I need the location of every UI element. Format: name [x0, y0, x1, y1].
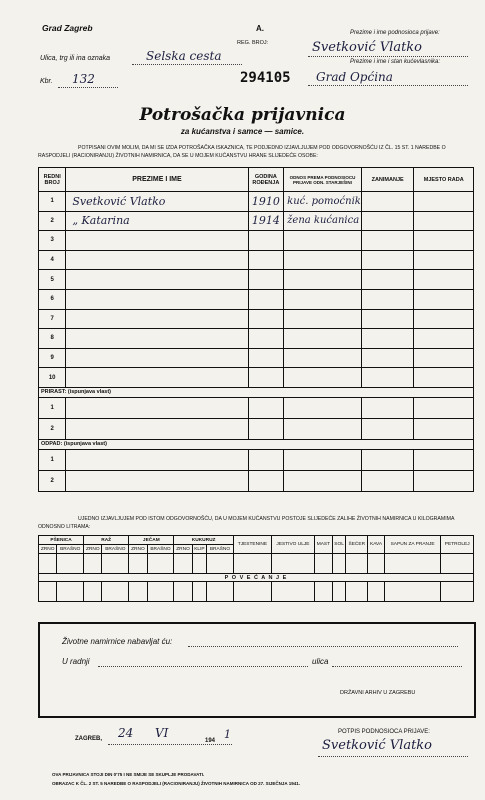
supply-line: [188, 646, 458, 647]
submitter-name-label: Prezime i ime podnosioca prijave:: [350, 30, 440, 36]
row-relation: kuć. pomoćnik: [284, 192, 362, 212]
signature-label: POTPIS PODNOSIOCA PRIJAVE:: [338, 729, 430, 735]
stock-statement: UJEDNO IZJAVLJUJEM POD ISTOM ODGOVORNOŠĆU, DA U MOJEM KUĆANSTVU POSTOJE SLIJEDEĆE ZALIHE ŽIVOTNIH NAMIRNICA U KILOGRAMIMA ODNOSNO LITRAMA:: [38, 516, 455, 530]
food-group-rye: RAŽ: [84, 536, 129, 545]
food-value-cell: [346, 554, 368, 574]
row-number: 9: [39, 348, 66, 368]
row-number: 7: [39, 309, 66, 329]
table-row: [39, 309, 474, 329]
street-value: Selska cesta: [146, 49, 222, 63]
blank-cell: [66, 470, 248, 491]
food-subheader: ZRNO: [129, 545, 147, 554]
food-increase-row: [39, 582, 474, 602]
food-value-cell: [346, 582, 368, 602]
house-number-label: Kbr.: [40, 78, 53, 85]
row-birth-year: [248, 270, 284, 290]
odpad-row: [39, 449, 474, 470]
table-row: [39, 270, 474, 290]
regulation-note: OBRAZAC K ČL. 2 ST. 5 NAREDBE O RASPODJELI (RACIONIRANJU) ŽIVOTNIH NAMIRNICA OD 27. SIJEČNJA 1941.: [52, 781, 300, 786]
row-name: [66, 289, 248, 309]
row-occupation: [361, 192, 414, 212]
food-group-corn: KUKURUZ: [174, 536, 233, 545]
row-workplace: [414, 211, 474, 231]
blank-cell: [361, 449, 414, 470]
table-row: [39, 192, 474, 212]
price-note: OVA PRIJAVNICA STOJI DIN 0'75 I NE SMIJE SE SKUPLJE PRODAVATI.: [52, 772, 205, 777]
food-value-cell: [384, 554, 441, 574]
odpad-header-row: [39, 439, 474, 449]
food-stock-table: [38, 535, 474, 602]
row-occupation: [361, 250, 414, 270]
row-workplace: [414, 289, 474, 309]
city-heading: Grad Zagreb: [42, 23, 93, 33]
owner-label: Prezime i ime i stan kućevlasnika:: [350, 59, 441, 65]
form-subtitle: za kućanstva i samce — samice.: [180, 127, 305, 136]
form-letter: A.: [256, 24, 264, 33]
box-street-label: ulica: [312, 657, 329, 666]
row-number: 2: [39, 418, 66, 439]
prirast-header-row: [39, 387, 474, 397]
blank-cell: [361, 397, 414, 418]
food-subheader: BRAŠNO: [102, 545, 129, 554]
row-relation: [284, 250, 362, 270]
food-subheader: ZRNO: [39, 545, 57, 554]
food-value-cell: [147, 582, 174, 602]
col-header-birth-year: GODINA ROĐENJA: [248, 168, 284, 192]
row-relation: [284, 329, 362, 349]
food-subheader: ZRNO: [174, 545, 192, 554]
blank-cell: [361, 470, 414, 491]
food-value-cell: [39, 582, 57, 602]
street-line: [132, 64, 242, 65]
table-row: [39, 231, 474, 251]
food-value-cell: [192, 582, 206, 602]
food-value-cell: [332, 582, 345, 602]
store-line: [98, 666, 308, 667]
row-relation: [284, 270, 362, 290]
blank-cell: [248, 397, 284, 418]
row-relation: [284, 348, 362, 368]
supply-label: Životne namirnice nabavljat ću:: [62, 637, 173, 646]
row-relation: žena kućanica: [284, 211, 362, 231]
prirast-row: [39, 397, 474, 418]
food-value-cell: [441, 582, 474, 602]
food-soap: SAPUN ZA PRANJE: [384, 536, 441, 554]
food-value-cell: [272, 554, 315, 574]
food-value-cell: [207, 582, 234, 602]
blank-cell: [414, 449, 474, 470]
food-subheader: KLIP: [194, 546, 205, 552]
row-occupation: [361, 211, 414, 231]
food-value-cell: [129, 554, 147, 574]
food-value-cell: [84, 554, 102, 574]
row-number: 3: [39, 231, 66, 251]
row-birth-year: 1914: [248, 211, 284, 231]
row-name: [66, 348, 248, 368]
odpad-row: [39, 470, 474, 491]
signature: Svetković Vlatko: [322, 738, 433, 753]
row-workplace: [414, 270, 474, 290]
row-number: 8: [39, 329, 66, 349]
table-row: [39, 368, 474, 388]
row-workplace: [414, 329, 474, 349]
row-occupation: [361, 289, 414, 309]
col-header-relation: ODNOS PREMA PODNOSIOCU PRIJAVE ODN. STARJEŠINI: [284, 168, 362, 192]
table-row: [39, 329, 474, 349]
row-occupation: [361, 270, 414, 290]
row-name: [66, 368, 248, 388]
date-year-suffix: 1: [224, 728, 231, 741]
food-value-cell: [441, 554, 474, 574]
row-name: [66, 250, 248, 270]
odpad-label: ODPAD: (ispunjava vlast): [39, 439, 474, 449]
row-birth-year: [248, 289, 284, 309]
row-workplace: [414, 192, 474, 212]
row-workplace: [414, 309, 474, 329]
food-value-cell: [314, 554, 332, 574]
row-number: 1: [39, 449, 66, 470]
row-occupation: [361, 329, 414, 349]
street-label: Ulica, trg ili ina oznaka: [40, 55, 111, 62]
signature-line: [318, 756, 468, 757]
food-value-cell: [57, 582, 84, 602]
table-row: [39, 211, 474, 231]
food-subheader: BRAŠNO: [57, 545, 84, 554]
blank-cell: [284, 397, 362, 418]
submitter-name-line: [308, 56, 468, 57]
food-value-cell: [192, 554, 206, 574]
serial-number: 294105: [240, 70, 291, 86]
row-occupation: [361, 348, 414, 368]
row-workplace: [414, 348, 474, 368]
row-relation: [284, 289, 362, 309]
food-value-cell: [102, 582, 129, 602]
blank-cell: [414, 397, 474, 418]
row-birth-year: [248, 250, 284, 270]
food-value-cell: [368, 582, 384, 602]
blank-cell: [248, 418, 284, 439]
date-line: [108, 744, 232, 745]
blank-cell: [361, 418, 414, 439]
food-salt: SOL: [332, 536, 345, 554]
row-birth-year: [248, 329, 284, 349]
food-value-cell: [233, 554, 271, 574]
food-value-cell: [332, 554, 345, 574]
row-number: 1: [39, 397, 66, 418]
table-header-row: [39, 168, 474, 192]
col-header-workplace: MJESTO RADA: [414, 168, 474, 192]
reg-number-label: REG. BROJ:: [237, 40, 269, 46]
food-value-cell: [384, 582, 441, 602]
food-coffee: KAVA: [368, 536, 384, 554]
blank-cell: [248, 470, 284, 491]
blank-cell: [414, 470, 474, 491]
box-street-line: [332, 666, 462, 667]
owner-value: Grad Općina: [316, 70, 393, 84]
date-month: VI: [155, 726, 169, 740]
food-subheader: BRAŠNO: [207, 545, 234, 554]
intro-statement: POTPISANI OVIM MOLIM, DA MI SE IZDA POTROŠAČKA ISKAZNICA, TE PODJEDNO IZJAVLJUJEM POD ODGOVORNOŠĆU IZ ČL. 15 ST. 1 NAREDBE O RASPODJELI (RACIONIRANJU) ŽIVOTNIH NAMIRNICA, DA SE U MOJEM KUĆANSTVU HRANE SLIJEDEĆE OSOBE:: [38, 145, 446, 159]
row-workplace: [414, 250, 474, 270]
prirast-label: PRIRAST: (ispunjava vlast): [39, 387, 474, 397]
row-number: 2: [39, 470, 66, 491]
food-value-cell: [147, 554, 174, 574]
blank-cell: [66, 449, 248, 470]
food-pasta: TJESTENINE: [233, 536, 271, 554]
food-value-cell: [102, 554, 129, 574]
store-label: U radnji: [62, 657, 90, 666]
col-header-name: PREZIME I IME: [66, 168, 248, 192]
food-value-cell: [39, 554, 57, 574]
food-value-cell: [233, 582, 271, 602]
food-sugar: ŠEĆER: [346, 536, 368, 554]
row-relation: [284, 309, 362, 329]
food-value-cell: [368, 554, 384, 574]
house-number-line: [58, 87, 118, 88]
row-name: Svetković Vlatko: [66, 192, 248, 212]
row-number: 2: [39, 211, 66, 231]
row-name: [66, 231, 248, 251]
row-birth-year: [248, 309, 284, 329]
food-subheader: ZRNO: [84, 545, 102, 554]
prirast-row: [39, 418, 474, 439]
row-relation: [284, 231, 362, 251]
row-number: 10: [39, 368, 66, 388]
food-value-cell: [84, 582, 102, 602]
table-row: [39, 289, 474, 309]
blank-cell: [284, 418, 362, 439]
row-workplace: [414, 231, 474, 251]
date-year-prefix: 194: [205, 738, 216, 744]
blank-cell: [66, 397, 248, 418]
household-members-table: [38, 167, 474, 492]
food-value-cell: [174, 582, 192, 602]
food-value-cell: [129, 582, 147, 602]
food-petroleum: PETROLEJ: [441, 536, 474, 554]
food-oil: JESTIVO ULJE: [272, 536, 315, 554]
row-number: 6: [39, 289, 66, 309]
food-group-barley: JEČAM: [129, 536, 174, 545]
food-value-cell: [174, 554, 192, 574]
row-relation: [284, 368, 362, 388]
col-header-number: REDNI BROJ: [39, 168, 66, 192]
col-header-occupation: ZANIMANJE: [361, 168, 414, 192]
food-subheader: BRAŠNO: [147, 545, 174, 554]
row-number: 4: [39, 250, 66, 270]
row-name: [66, 329, 248, 349]
row-birth-year: [248, 368, 284, 388]
row-occupation: [361, 231, 414, 251]
food-value-cell: [272, 582, 315, 602]
archive-stamp: DRŽAVNI ARHIV U ZAGREBU: [340, 690, 416, 696]
food-group-wheat: PŠENICA: [39, 536, 84, 545]
row-birth-year: [248, 348, 284, 368]
table-row: [39, 250, 474, 270]
row-name: „ Katarina: [66, 211, 248, 231]
row-occupation: [361, 309, 414, 329]
blank-cell: [284, 470, 362, 491]
submitter-name-value: Svetković Vlatko: [312, 40, 423, 55]
row-occupation: [361, 368, 414, 388]
blank-cell: [284, 449, 362, 470]
food-value-cell: [57, 554, 84, 574]
supply-box: [38, 622, 476, 718]
form-title: Potrošačka prijavnica: [139, 105, 346, 125]
place-label: ZAGREB,: [75, 736, 102, 742]
food-value-cell: [314, 582, 332, 602]
increase-label: P O V E Ć A N J E: [39, 574, 474, 582]
row-number: 5: [39, 270, 66, 290]
food-lard: MAST: [314, 536, 332, 554]
table-row: [39, 348, 474, 368]
date-day: 24: [118, 726, 134, 740]
blank-cell: [414, 418, 474, 439]
food-values-row: [39, 554, 474, 574]
row-name: [66, 309, 248, 329]
blank-cell: [66, 418, 248, 439]
row-birth-year: 1910: [248, 192, 284, 212]
blank-cell: [248, 449, 284, 470]
food-value-cell: [207, 554, 234, 574]
row-name: [66, 270, 248, 290]
row-number: 1: [39, 192, 66, 212]
owner-line: [308, 85, 468, 86]
house-number-value: 132: [72, 72, 95, 86]
row-birth-year: [248, 231, 284, 251]
row-workplace: [414, 368, 474, 388]
